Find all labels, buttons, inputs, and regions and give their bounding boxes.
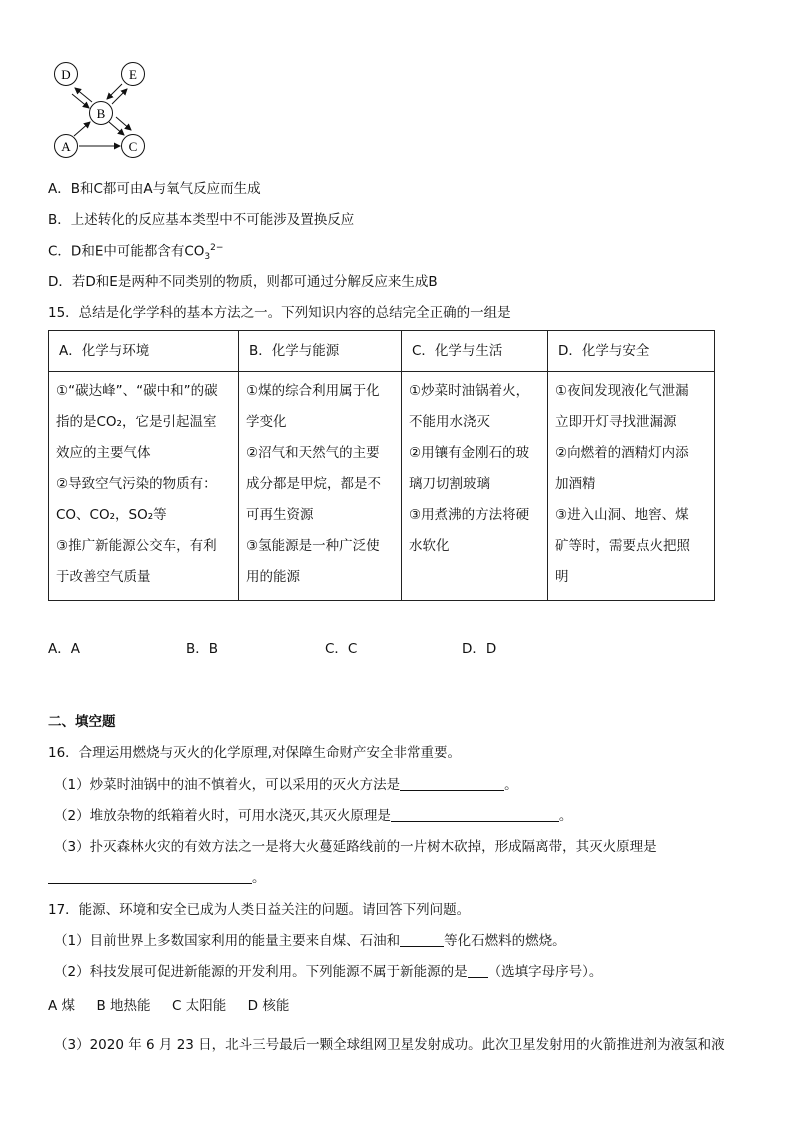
q15-stem: 15．总结是化学学科的基本方法之一。下列知识内容的总结完全正确的一组是: [48, 305, 511, 321]
cell-line: 指的是CO₂，它是引起温室: [56, 414, 217, 430]
cell-line: ③氢能源是一种广泛使: [246, 538, 380, 554]
q16-part1-blank[interactable]: [400, 777, 504, 791]
cell-line: ③推广新能源公交车，有利: [56, 538, 217, 554]
q17-part1-end: 等化石燃料的燃烧。: [444, 933, 566, 949]
q15-header-a: A．化学与环境: [49, 331, 239, 372]
node-e: [122, 63, 145, 86]
q16-part3-blank[interactable]: [48, 870, 252, 884]
arrow-b-to-c-2: [116, 117, 131, 130]
q16-part2-blank[interactable]: [391, 808, 559, 822]
cell-line: 成分都是甲烷，都是不: [246, 476, 381, 492]
node-c: [122, 135, 145, 158]
q17-part2-end: （选填字母序号）。: [487, 964, 603, 980]
q15-cell-a: [49, 372, 239, 601]
q16-part1-text: （1）炒菜时油锅中的油不慎着火，可以采用的灭火方法是: [54, 777, 401, 793]
q17-part1-text: （1）目前世界上多数国家利用的能量主要来自煤、石油和: [54, 933, 401, 949]
cell-line: ①夜间发现液化气泄漏: [555, 383, 689, 399]
arrow-d-to-b: [72, 94, 89, 108]
cell-line: 于改善空气质量: [56, 569, 151, 585]
cell-line: 加酒精: [555, 476, 596, 492]
cell-line: ②导致空气污染的物质有：: [56, 476, 217, 492]
svg-text:D: D: [61, 67, 71, 82]
q16-part1-end: 。: [504, 777, 518, 793]
node-b: [90, 102, 113, 125]
cell-line: ①炒菜时油锅着火，: [409, 383, 530, 399]
q17-choices[interactable]: A 煤 B 地热能 C 太阳能 D 核能: [48, 998, 290, 1014]
q14-option-c[interactable]: [48, 243, 223, 263]
q15-option-c[interactable]: C．C: [325, 641, 358, 657]
q14-option-c-text: C．D和E中可能都含有CO: [48, 243, 205, 260]
q15-table-header-row: [49, 331, 715, 372]
cell-line: 学变化: [246, 414, 287, 430]
cell-line: 璃刀切割玻璃: [409, 476, 490, 492]
q16-part3-end: 。: [252, 870, 266, 886]
q15-header-d: D．化学与安全: [548, 331, 715, 372]
q17-part2-text: （2）科技发展可促进新能源的开发利用。下列能源不属于新能源的是: [54, 964, 468, 980]
q17-part2: [54, 964, 602, 980]
cell-line: ①“碳达峰”、“碳中和”的碳: [56, 383, 218, 399]
q14-option-c-sup: 2−: [210, 243, 224, 253]
cell-line: 明: [555, 569, 569, 585]
cell-line: 不能用水浇灭: [409, 414, 490, 430]
cell-line: ③用煮沸的方法将硬: [409, 507, 530, 523]
q14-option-a[interactable]: A．B和C都可由A与氧气反应而生成: [48, 181, 261, 197]
q16-part2-text: （2）堆放杂物的纸箱着火时，可用水浇灭,其灭火原理是: [54, 808, 391, 824]
q17-part2-blank[interactable]: [468, 964, 488, 978]
cell-line: ②向燃着的酒精灯内添: [555, 445, 689, 461]
q15-table: [48, 330, 715, 601]
cell-line: 立即开灯寻找泄漏源: [555, 414, 677, 430]
q15-table-body-row: [49, 372, 715, 601]
cell-line: 用的能源: [246, 569, 300, 585]
q14-option-c-sub: 3: [204, 252, 211, 263]
arrow-b-to-d: [75, 88, 92, 102]
q15-cell-d: [548, 372, 715, 601]
q16-stem: 16．合理运用燃烧与灭火的化学原理,对保障生命财产安全非常重要。: [48, 745, 461, 761]
cell-line: ②沼气和天然气的主要: [246, 445, 380, 461]
section-title: 二、填空题: [48, 714, 116, 730]
q14-option-b[interactable]: B．上述转化的反应基本类型中不可能涉及置换反应: [48, 212, 355, 228]
q16-part2-end: 。: [558, 808, 573, 824]
cell-line: ①煤的综合利用属于化: [246, 383, 380, 399]
q15-option-d[interactable]: D．D: [462, 641, 497, 657]
cell-line: ③进入山洞、地窖、煤: [555, 507, 689, 523]
svg-text:E: E: [129, 67, 137, 82]
q17-stem: 17．能源、环境和安全已成为人类日益关注的问题。请回答下列问题。: [48, 902, 471, 918]
q15-header-b: B．化学与能源: [239, 331, 402, 372]
reaction-diagram: [44, 58, 162, 164]
q16-part3-answer: [48, 870, 266, 886]
q17-part1: [54, 933, 566, 949]
cell-line: 可再生资源: [246, 507, 314, 523]
arrow-b-to-c: [109, 122, 124, 135]
cell-line: 矿等时，需要点火把照: [555, 538, 690, 554]
svg-text:B: B: [96, 106, 106, 121]
q15-option-a[interactable]: A．A: [48, 641, 80, 657]
q16-part3: （3）扑灭森林火灾的有效方法之一是将大火蔓延路线前的一片树木砍掉，形成隔离带，其灭火原理是: [54, 839, 657, 855]
svg-text:C: C: [128, 139, 138, 154]
cell-line: 水软化: [409, 538, 450, 554]
arrow-a-to-b: [74, 122, 90, 136]
q15-cell-c: [402, 372, 548, 601]
cell-line: CO、CO₂，SO₂等: [56, 507, 167, 523]
q16-part1: [54, 777, 518, 793]
q15-cell-b: [239, 372, 402, 601]
svg-text:A: A: [61, 139, 71, 154]
q16-part2: [54, 808, 572, 824]
q17-part1-blank[interactable]: [400, 933, 444, 947]
q17-part3: （3）2020 年 6 月 23 日，北斗三号最后一颗全球组网卫星发射成功。此次卫星发射用的火箭推进剂为液氢和液: [54, 1037, 725, 1053]
cell-line: 效应的主要气体: [56, 445, 151, 461]
q15-option-b[interactable]: B．B: [186, 641, 219, 657]
q15-header-c: C．化学与生活: [402, 331, 548, 372]
node-d: [55, 63, 78, 86]
cell-line: ②用镶有金刚石的玻: [409, 445, 530, 461]
node-a: [55, 135, 78, 158]
q14-option-d[interactable]: D．若D和E是两种不同类别的物质，则都可通过分解反应来生成B: [48, 274, 438, 290]
